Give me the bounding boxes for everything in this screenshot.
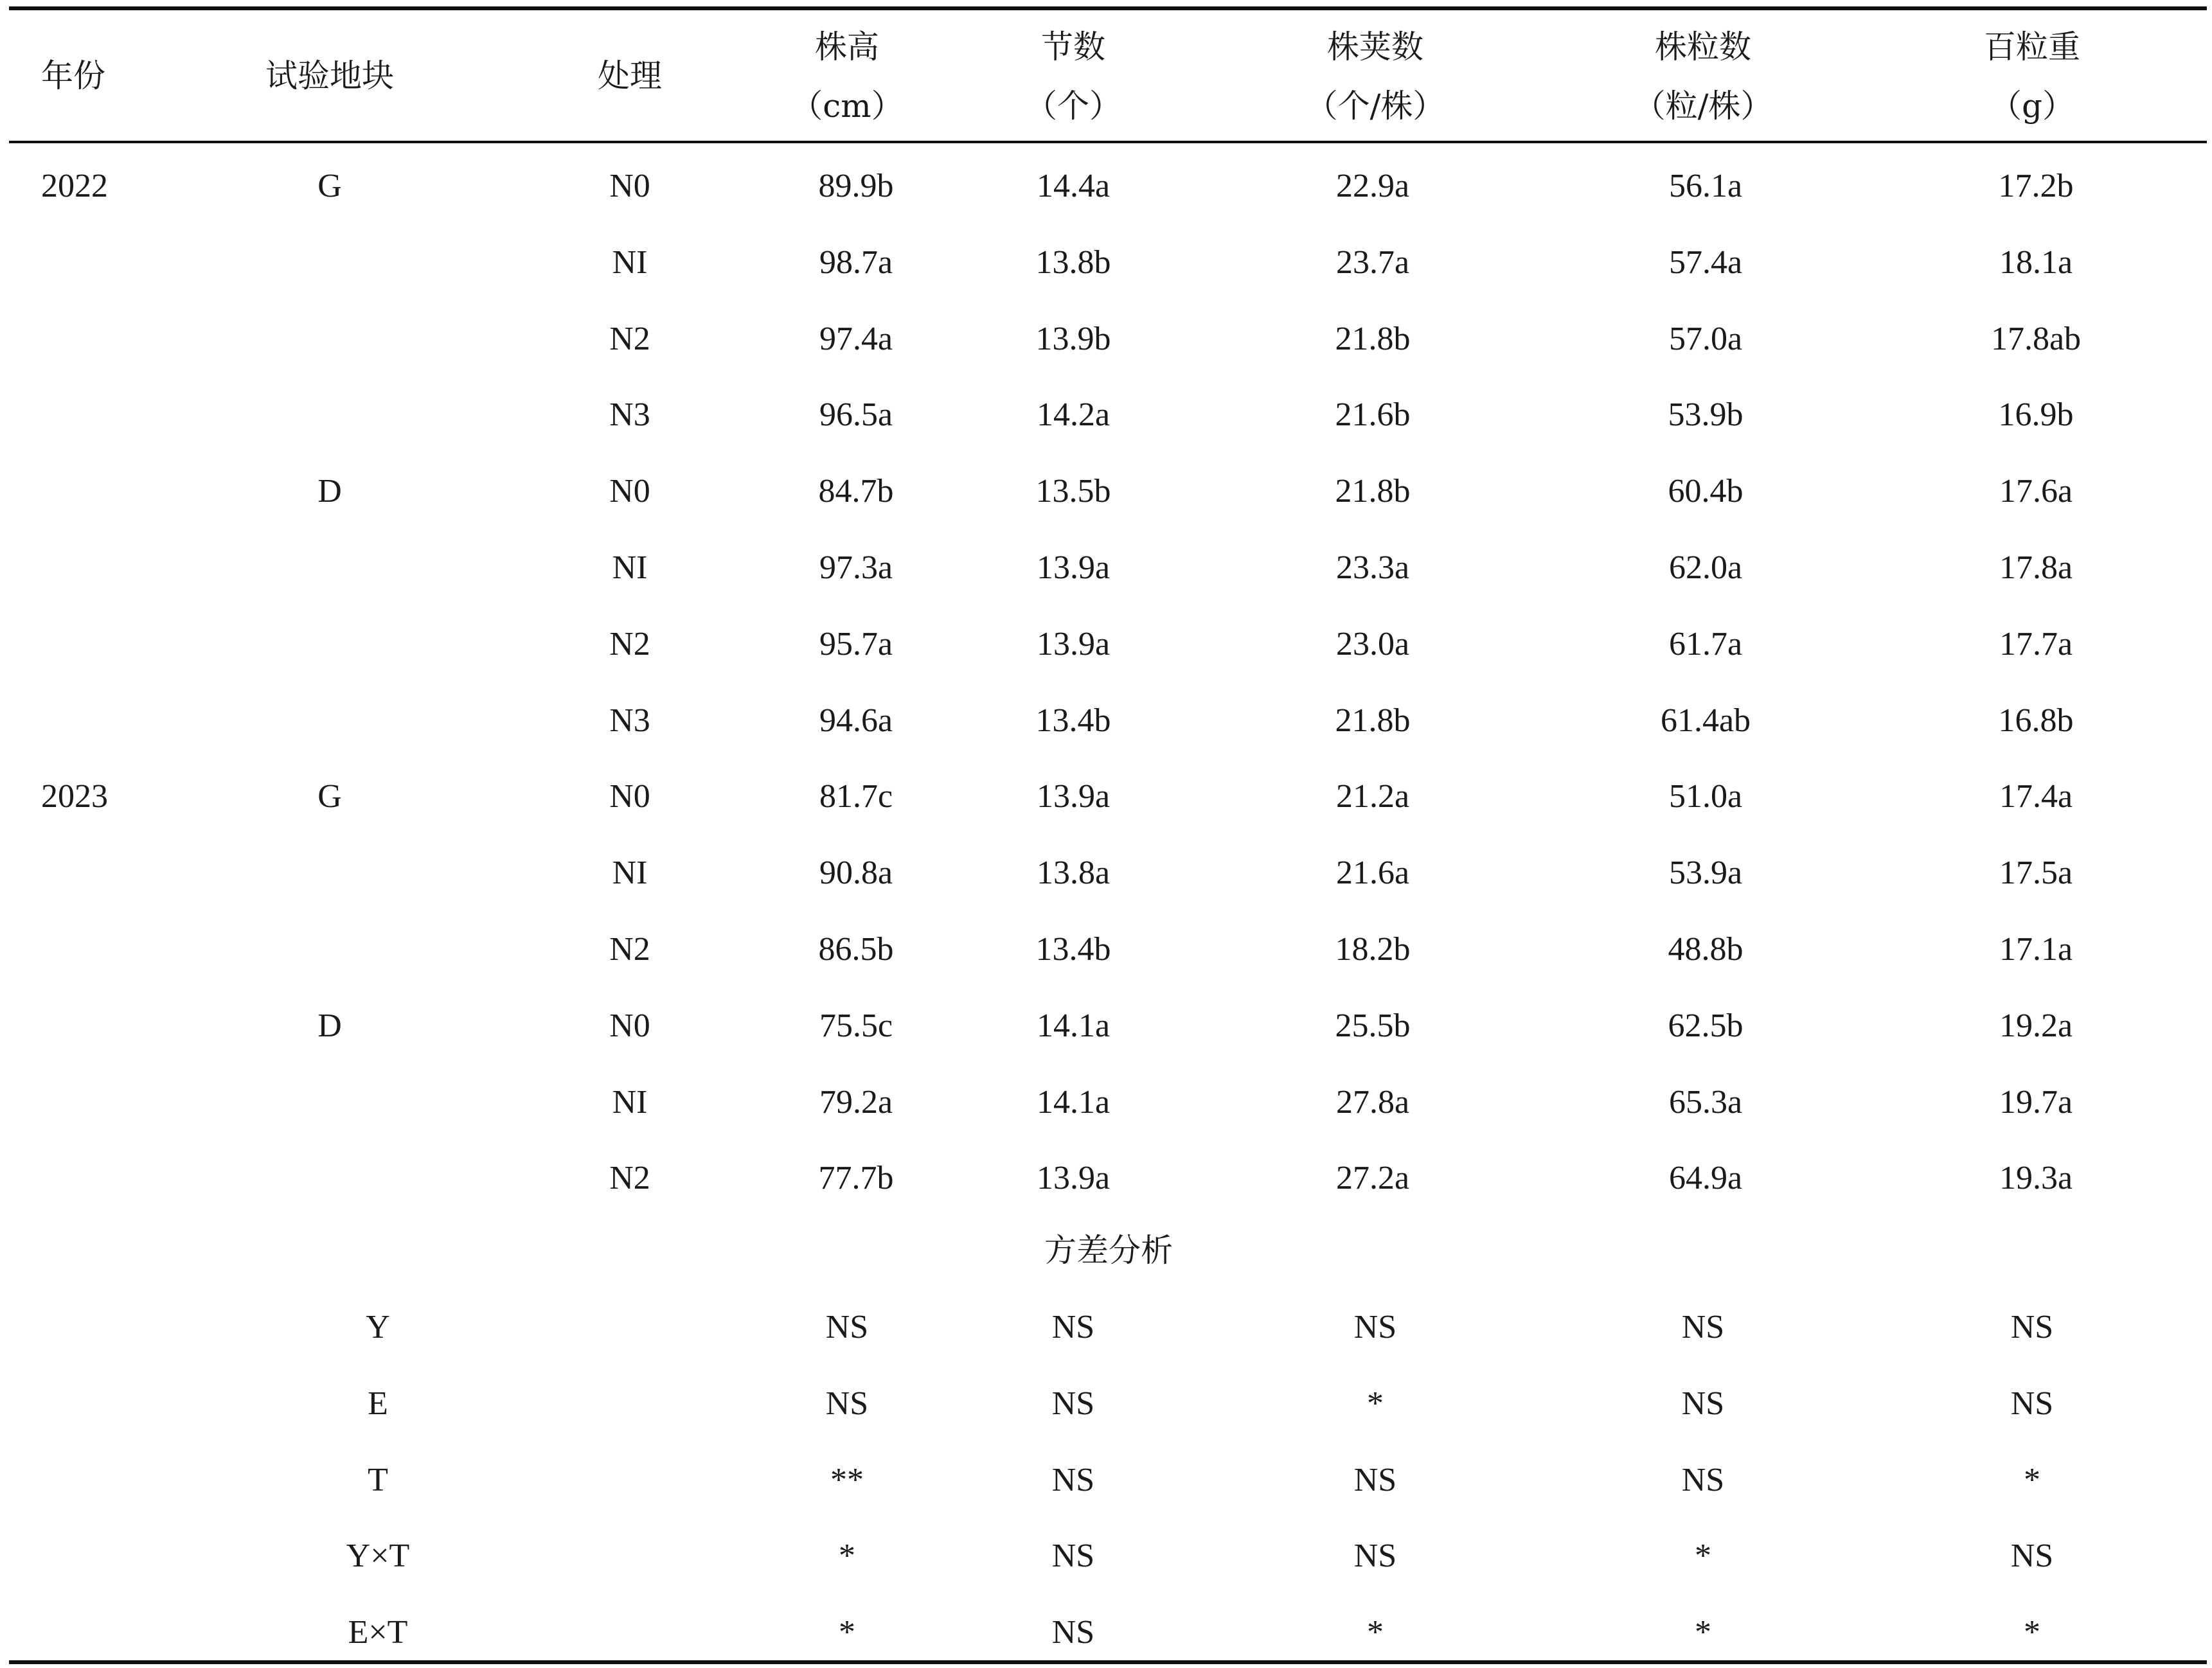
- cell-height: 81.7c: [819, 778, 893, 815]
- cell-height: 98.7a: [819, 244, 893, 281]
- cell-nodes: 13.8b: [1035, 244, 1111, 281]
- cell-height: 97.3a: [819, 549, 893, 586]
- cell-seeds: 65.3a: [1668, 1084, 1743, 1121]
- cell-trt: N2: [609, 321, 650, 357]
- cell-trt: N3: [609, 396, 650, 433]
- cell-trt: NI: [612, 244, 648, 281]
- cell-site: D: [317, 1007, 342, 1044]
- anova-weight: NS: [2010, 1538, 2054, 1574]
- cell-trt: NI: [612, 855, 648, 891]
- cell-pods: 21.8b: [1335, 473, 1411, 510]
- cell-weight: 16.9b: [1998, 396, 2074, 433]
- cell-pods: 23.3a: [1335, 549, 1410, 586]
- anova-nodes: NS: [1051, 1538, 1095, 1574]
- cell-seeds: 57.0a: [1668, 321, 1743, 357]
- cell-trt: N3: [609, 702, 650, 739]
- cell-height: 90.8a: [819, 855, 893, 891]
- cell-weight: 16.8b: [1998, 702, 2074, 739]
- cell-weight: 19.2a: [1999, 1007, 2073, 1044]
- header-height-unit: （cm）: [790, 87, 904, 125]
- cell-pods: 18.2b: [1335, 931, 1411, 968]
- cell-pods: 23.0a: [1335, 626, 1410, 662]
- cell-weight: 17.2b: [1998, 168, 2074, 204]
- cell-seeds: 51.0a: [1668, 778, 1743, 815]
- header-nodes: 节数: [1041, 28, 1105, 66]
- cell-weight: 17.8ab: [1990, 321, 2082, 357]
- header-year: 年份: [41, 57, 105, 94]
- anova-factor: E×T: [348, 1614, 408, 1651]
- cell-site: G: [317, 778, 342, 815]
- cell-seeds: 61.4ab: [1660, 702, 1751, 739]
- cell-seeds: 60.4b: [1668, 473, 1744, 510]
- cell-seeds: 57.4a: [1668, 244, 1743, 281]
- cell-nodes: 13.9a: [1036, 549, 1110, 586]
- cell-height: 94.6a: [819, 702, 893, 739]
- cell-trt: N2: [609, 1160, 650, 1196]
- cell-pods: 21.8b: [1335, 702, 1411, 739]
- cell-weight: 17.6a: [1999, 473, 2073, 510]
- cell-pods: 21.2a: [1335, 778, 1410, 815]
- cell-year: 2023: [41, 778, 108, 815]
- cell-height: 84.7b: [818, 473, 894, 510]
- anova-weight: *: [2024, 1462, 2040, 1498]
- cell-seeds: 56.1a: [1668, 168, 1743, 204]
- cell-seeds: 64.9a: [1668, 1160, 1743, 1196]
- header-treatment: 处理: [598, 57, 662, 94]
- top-rule: [9, 6, 2207, 10]
- cell-pods: 23.7a: [1335, 244, 1410, 281]
- cell-seeds: 53.9a: [1668, 855, 1743, 891]
- cell-nodes: 13.4b: [1035, 702, 1111, 739]
- cell-nodes: 13.8a: [1036, 855, 1110, 891]
- cell-year: 2022: [41, 168, 108, 204]
- anova-pods: NS: [1353, 1309, 1397, 1345]
- anova-weight: NS: [2010, 1385, 2054, 1422]
- cell-site: D: [317, 473, 342, 510]
- anova-pods: *: [1367, 1385, 1384, 1422]
- cell-height: 86.5b: [818, 931, 894, 968]
- cell-nodes: 14.2a: [1036, 396, 1110, 433]
- anova-factor: Y: [366, 1309, 390, 1345]
- anova-nodes: NS: [1051, 1462, 1095, 1498]
- anova-pods: NS: [1353, 1538, 1397, 1574]
- anova-pods: *: [1367, 1614, 1384, 1651]
- anova-height: NS: [825, 1385, 869, 1422]
- anova-height: *: [839, 1538, 855, 1574]
- cell-weight: 17.5a: [1999, 855, 2073, 891]
- cell-weight: 17.8a: [1999, 549, 2073, 586]
- cell-pods: 27.8a: [1335, 1084, 1410, 1121]
- cell-trt: NI: [612, 1084, 648, 1121]
- cell-nodes: 13.9b: [1035, 321, 1111, 357]
- cell-weight: 18.1a: [1999, 244, 2073, 281]
- anova-height: **: [830, 1462, 864, 1498]
- anova-seeds: *: [1695, 1538, 1711, 1574]
- cell-weight: 17.4a: [1999, 778, 2073, 815]
- cell-seeds: 48.8b: [1668, 931, 1744, 968]
- cell-nodes: 13.4b: [1035, 931, 1111, 968]
- header-pods: 株荚数: [1327, 28, 1423, 66]
- cell-trt: N2: [609, 626, 650, 662]
- cell-pods: 27.2a: [1335, 1160, 1410, 1196]
- anova-seeds: NS: [1681, 1462, 1725, 1498]
- anova-height: NS: [825, 1309, 869, 1345]
- cell-weight: 17.7a: [1999, 626, 2073, 662]
- cell-height: 79.2a: [819, 1084, 893, 1121]
- anova-seeds: NS: [1681, 1309, 1725, 1345]
- cell-weight: 19.3a: [1999, 1160, 2073, 1196]
- cell-trt: N0: [609, 778, 650, 815]
- anova-pods: NS: [1353, 1462, 1397, 1498]
- header-weight: 百粒重: [1984, 28, 2080, 66]
- header-pods-unit: （个/株）: [1305, 87, 1445, 125]
- cell-pods: 21.8b: [1335, 321, 1411, 357]
- cell-site: G: [317, 168, 342, 204]
- header-weight-unit: （g）: [1989, 87, 2075, 125]
- cell-height: 97.4a: [819, 321, 893, 357]
- cell-pods: 21.6b: [1335, 396, 1411, 433]
- cell-trt: N0: [609, 168, 650, 204]
- header-rule: [9, 141, 2207, 143]
- header-height: 株高: [815, 28, 879, 66]
- anova-nodes: NS: [1051, 1614, 1095, 1651]
- cell-trt: N2: [609, 931, 650, 968]
- anova-height: *: [839, 1614, 855, 1651]
- cell-height: 89.9b: [818, 168, 894, 204]
- header-site: 试验地块: [265, 57, 394, 94]
- cell-seeds: 62.5b: [1668, 1007, 1744, 1044]
- cell-pods: 25.5b: [1335, 1007, 1411, 1044]
- cell-trt: NI: [612, 549, 648, 586]
- cell-nodes: 13.5b: [1035, 473, 1111, 510]
- header-seeds-unit: （粒/株）: [1633, 87, 1773, 125]
- cell-nodes: 14.4a: [1036, 168, 1110, 204]
- cell-pods: 21.6a: [1335, 855, 1410, 891]
- cell-nodes: 14.1a: [1036, 1007, 1110, 1044]
- anova-nodes: NS: [1051, 1385, 1095, 1422]
- anova-weight: *: [2024, 1614, 2040, 1651]
- cell-height: 96.5a: [819, 396, 893, 433]
- header-nodes-unit: （个）: [1025, 87, 1121, 125]
- anova-factor: Y×T: [346, 1538, 410, 1574]
- cell-height: 75.5c: [819, 1007, 893, 1044]
- cell-weight: 19.7a: [1999, 1084, 2073, 1121]
- anova-weight: NS: [2010, 1309, 2054, 1345]
- cell-seeds: 62.0a: [1668, 549, 1743, 586]
- cell-trt: N0: [609, 1007, 650, 1044]
- cell-weight: 17.1a: [1999, 931, 2073, 968]
- cell-nodes: 13.9a: [1036, 1160, 1110, 1196]
- anova-title: 方差分析: [1044, 1232, 1173, 1269]
- cell-nodes: 13.9a: [1036, 626, 1110, 662]
- anova-factor: E: [368, 1385, 388, 1422]
- cell-nodes: 13.9a: [1036, 778, 1110, 815]
- anova-nodes: NS: [1051, 1309, 1095, 1345]
- cell-seeds: 53.9b: [1668, 396, 1744, 433]
- anova-seeds: NS: [1681, 1385, 1725, 1422]
- anova-factor: T: [368, 1462, 388, 1498]
- cell-trt: N0: [609, 473, 650, 510]
- cell-height: 77.7b: [818, 1160, 894, 1196]
- anova-seeds: *: [1695, 1614, 1711, 1651]
- cell-pods: 22.9a: [1335, 168, 1410, 204]
- cell-height: 95.7a: [819, 626, 893, 662]
- cell-nodes: 14.1a: [1036, 1084, 1110, 1121]
- cell-seeds: 61.7a: [1668, 626, 1743, 662]
- header-seeds: 株粒数: [1655, 28, 1751, 66]
- bottom-rule: [9, 1660, 2207, 1664]
